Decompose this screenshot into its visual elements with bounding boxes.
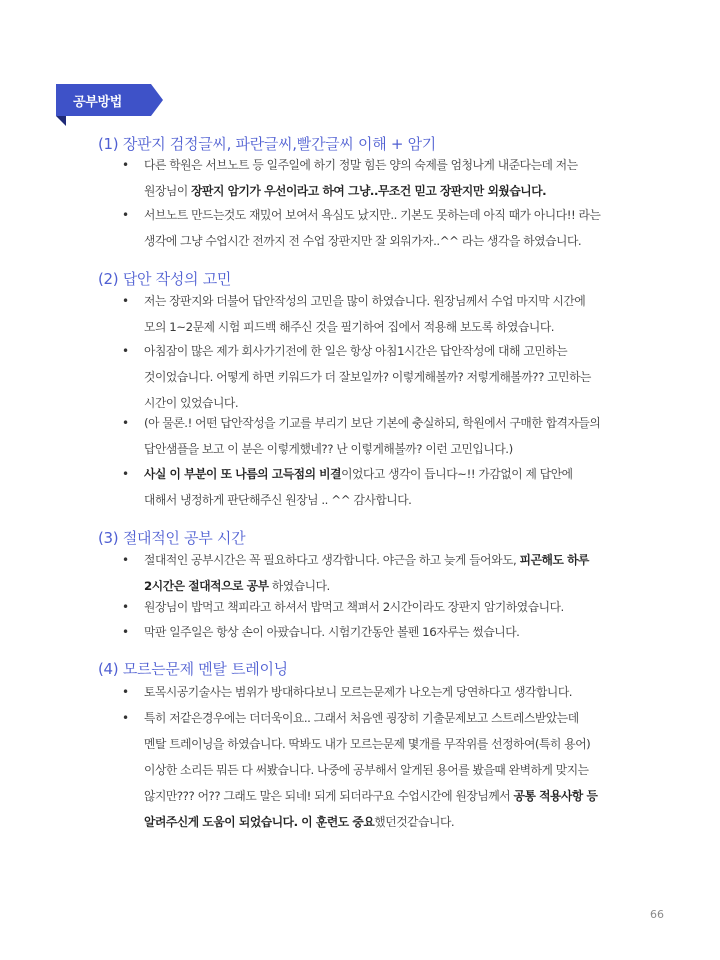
list-item-line [144, 315, 684, 341]
list-item-line [144, 595, 684, 621]
list-item-line [144, 680, 684, 706]
list-item-line [144, 179, 684, 205]
list-item [122, 411, 662, 463]
body-text: 서브노트 만드는것도 재밌어 보여서 욕심도 났지만.. 기본도 못하는데 아직 때가 아니다!! 라는 [144, 208, 601, 222]
section-heading: (3) 절대적인 공부 시간 [98, 529, 246, 547]
list-item-line [144, 365, 684, 391]
body-text: 멘탈 트레이닝을 하였습니다. 딱봐도 내가 모르는문제 몇개를 무작위를 선정하여(특히 용어) [144, 737, 591, 751]
bullet-icon: • [122, 158, 130, 172]
list-item [122, 203, 662, 255]
body-text: 아침잠이 많은 제가 회사가기전에 한 일은 항상 아침1시간은 답안작성에 대해 고민하는 [144, 344, 568, 358]
list-item-line [144, 810, 684, 836]
emphasis-text: 2시간은 절대적으로 공부 [144, 579, 269, 593]
bullet-icon: • [122, 344, 130, 358]
section-heading: (1) 장판지 검정글씨, 파란글씨,빨간글씨 이해 + 암기 [98, 135, 436, 153]
page-number: 66 [650, 908, 664, 921]
emphasis-text: 사실 이 부분이 또 나름의 고득점의 비결 [144, 467, 342, 481]
body-text: 않지만??? 어?? 그래도 말은 되네! 되게 되더라구요 수업시간에 원장님께서 [144, 789, 514, 803]
list-item-line [144, 462, 684, 488]
list-item-line [144, 153, 684, 179]
list-item-line [144, 732, 684, 758]
list-item [122, 620, 662, 646]
body-text: 생각에 그냥 수업시간 전까지 전 수업 장판지만 잘 외워가자..^^ 라는 생각을 하였습니다. [144, 234, 582, 248]
body-text: (아 물론.! 어떤 답안작성을 기교를 부리기 보단 기본에 충실하되, 학원에서 구매한 합격자들의 [144, 416, 601, 430]
emphasis-text: 장판지 암기가 우선이라고 하여 그냥..무조건 믿고 장판지만 외웠습니다. [191, 184, 547, 198]
bullet-icon: • [122, 685, 130, 699]
list-item [122, 595, 662, 621]
bullet-icon: • [122, 416, 130, 430]
body-text: 토목시공기술사는 범위가 방대하다보니 모르는문제가 나오는게 당연하다고 생각합니다. [144, 685, 573, 699]
section-tag-fold [56, 116, 66, 126]
section-heading: (4) 모르는문제 멘탈 트레이닝 [98, 660, 288, 678]
emphasis-text: 피곤해도 하루 [519, 553, 589, 567]
bullet-icon: • [122, 600, 130, 614]
body-text: 것이었습니다. 어떻게 하면 키워드가 더 잘보일까? 이렇게해볼까? 저렇게해볼까?? 고민하는 [144, 370, 591, 384]
body-text: 특히 저같은경우에는 더더욱이요.. 그래서 처음엔 굉장히 기출문제보고 스트레스받았는데 [144, 711, 579, 725]
emphasis-text: 공통 적용사항 등 [513, 789, 598, 803]
list-item-line [144, 339, 684, 365]
body-text: 절대적인 공부시간은 꼭 필요하다고 생각합니다. 야근을 하고 늦게 들어와도, [144, 553, 520, 567]
body-text: 답안샘플을 보고 이 분은 이렇게했네?? 난 이렇게해볼까? 이런 고민입니다.) [144, 442, 513, 456]
list-item-line [144, 437, 684, 463]
bullet-icon: • [122, 711, 130, 725]
list-item [122, 548, 662, 600]
bullet-icon: • [122, 294, 130, 308]
list-item [122, 680, 662, 706]
body-text: 대해서 냉정하게 판단해주신 원장님 .. ^^ 감사합니다. [144, 493, 412, 507]
body-text: 원장님이 밥먹고 책피라고 하셔서 밥먹고 책펴서 2시간이라도 장판지 암기하였습니다. [144, 600, 564, 614]
list-item-line [144, 548, 684, 574]
list-item [122, 462, 662, 514]
body-text: 하였습니다. [268, 579, 330, 593]
body-text: 막판 일주일은 항상 손이 아팠습니다. 시험기간동안 볼펜 16자루는 썼습니다. [144, 625, 520, 639]
list-item [122, 153, 662, 205]
list-item-line [144, 758, 684, 784]
list-item-line [144, 203, 684, 229]
section-tag [56, 84, 163, 116]
body-text: 시간이 있었습니다. [144, 396, 239, 410]
body-text: 다른 학원은 서브노트 등 일주일에 하기 정말 힘든 양의 숙제를 엄청나게 내준다는데 저는 [144, 158, 578, 172]
section-tag-label: 공부방법 [73, 95, 123, 110]
emphasis-text: 알려주신게 도움이 되었습니다. 이 훈련도 중요 [144, 815, 375, 829]
body-text: 저는 장판지와 더불어 답안작성의 고민을 많이 하였습니다. 원장님께서 수업 마지막 시간에 [144, 294, 586, 308]
bullet-icon: • [122, 553, 130, 567]
body-text: 이상한 소리든 뭐든 다 써봤습니다. 나중에 공부해서 알게된 용어를 봤을때 완벽하게 맞지는 [144, 763, 589, 777]
bullet-icon: • [122, 625, 130, 639]
body-text: 이었다고 생각이 듭니다~!! 가감없이 제 답안에 [341, 467, 573, 481]
bullet-icon: • [122, 467, 130, 481]
list-item-line [144, 229, 684, 255]
list-item-line [144, 411, 684, 437]
section-heading: (2) 답안 작성의 고민 [98, 270, 232, 288]
list-item-line [144, 706, 684, 732]
list-item-line [144, 289, 684, 315]
body-text: 원장님이 [144, 184, 192, 198]
bullet-icon: • [122, 208, 130, 222]
body-text: 했던것같습니다. [374, 815, 455, 829]
list-item-line [144, 620, 684, 646]
list-item-line [144, 488, 684, 514]
list-item [122, 706, 662, 836]
list-item [122, 339, 662, 417]
list-item [122, 289, 662, 341]
list-item-line [144, 784, 684, 810]
body-text: 모의 1~2문제 시험 피드백 해주신 것을 필기하여 집에서 적용해 보도록 하였습니다. [144, 320, 555, 334]
